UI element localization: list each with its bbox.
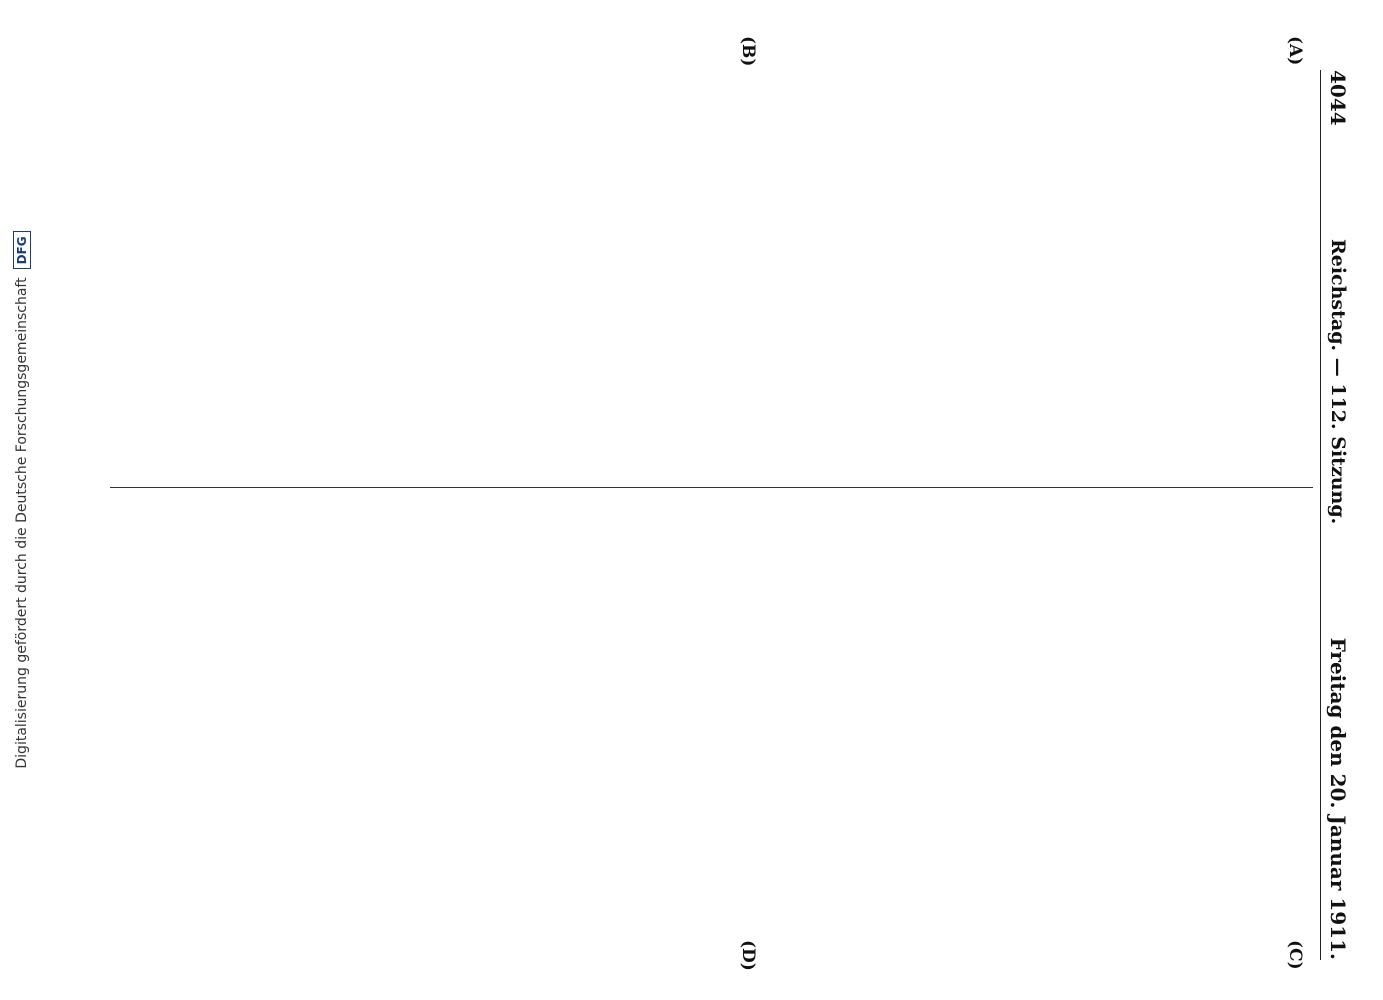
margin-marker-d: (D) xyxy=(738,940,758,971)
margin-marker-a: (A) xyxy=(1285,36,1305,66)
margin-marker-c: (C) xyxy=(1285,940,1305,970)
page-header xyxy=(1320,70,1355,960)
digitization-credit-text: Digitalisierung gefördert durch die Deutsche Forschungsgemeinschaft xyxy=(14,277,30,769)
left-text-column xyxy=(110,70,1313,475)
dfg-logo: DFG xyxy=(13,231,31,269)
page-title: Reichstag. — 112. Sitzung. xyxy=(1327,238,1349,525)
margin-marker-b: (B) xyxy=(738,36,758,67)
page-date: Freitag den 20. Januar 1911. xyxy=(1326,637,1350,960)
column-divider xyxy=(110,487,1313,488)
page-number: 4044 xyxy=(1326,70,1350,126)
right-text-column xyxy=(110,500,1313,930)
digitization-credit xyxy=(10,0,34,1000)
